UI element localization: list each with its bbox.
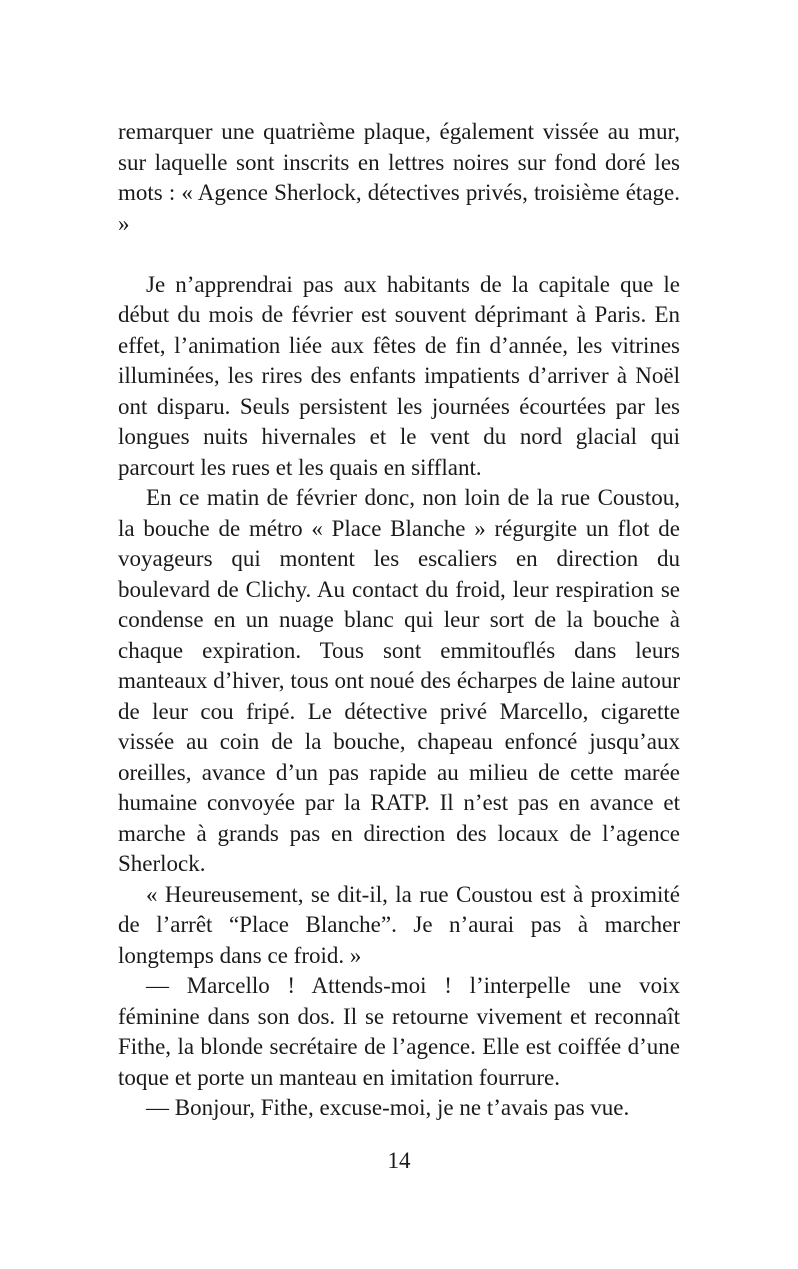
paragraph-continued: remarquer une quatrième plaque, également vissée au mur, sur laquelle sont inscrits en lettres noires sur fond doré les mots : « Agence Sherlock, détectives privés, troisième étage. »: [118, 119, 680, 236]
book-page-text: [118, 117, 680, 1124]
dialogue-paragraph: — Bonjour, Fithe, excuse-moi, je ne t’avais pas vue.: [146, 1095, 630, 1120]
paragraph: En ce matin de février donc, non loin de la rue Coustou, la bouche de métro « Place Blanche » régurgite un flot de voyageurs qui montent les escaliers en direction du boulevard de Clichy. Au contact du froid, leur respiration se condense en un nuage blanc qui leur sort de la bouche à chaque expiration. Tous sont emmitouflés dans leurs manteaux d’hiver, tous ont noué des écharpes de laine autour de leur cou fripé. Le détective privé Marcello, cigarette vissée au coin de la bouche, chapeau enfoncé jusqu’aux oreilles, avance d’un pas rapide au milieu de cette marée humaine convoyée par la RATP. Il n’est pas en avance et marche à grands pas en direction des locaux de l’agence Sherlock.: [118, 485, 680, 876]
page-number: 14: [387, 1148, 411, 1173]
paragraph: « Heureusement, se dit-il, la rue Coustou est à proximité de l’arrêt “Place Blanche”. Je n’aurai pas à marcher longtemps dans ce froid. »: [118, 881, 680, 968]
dialogue-paragraph: — Marcello ! Attends-moi ! l’interpelle une voix féminine dans son dos. Il se retourne vivement et reconnaît Fithe, la blonde secrétaire de l’agence. Elle est coiffée d’une toque et porte un manteau en imitation fourrure.: [118, 973, 680, 1090]
paragraph: Je n’apprendrai pas aux habitants de la capitale que le début du mois de février est souvent déprimant à Paris. En effet, l’animation liée aux fêtes de fin d’année, les vitrines illuminées, les rires des enfants impatients d’arriver à Noël ont disparu. Seuls persistent les journées écourtées par les longues nuits hivernales et le vent du nord glacial qui parcourt les rues et les quais en sifflant.: [118, 271, 680, 480]
